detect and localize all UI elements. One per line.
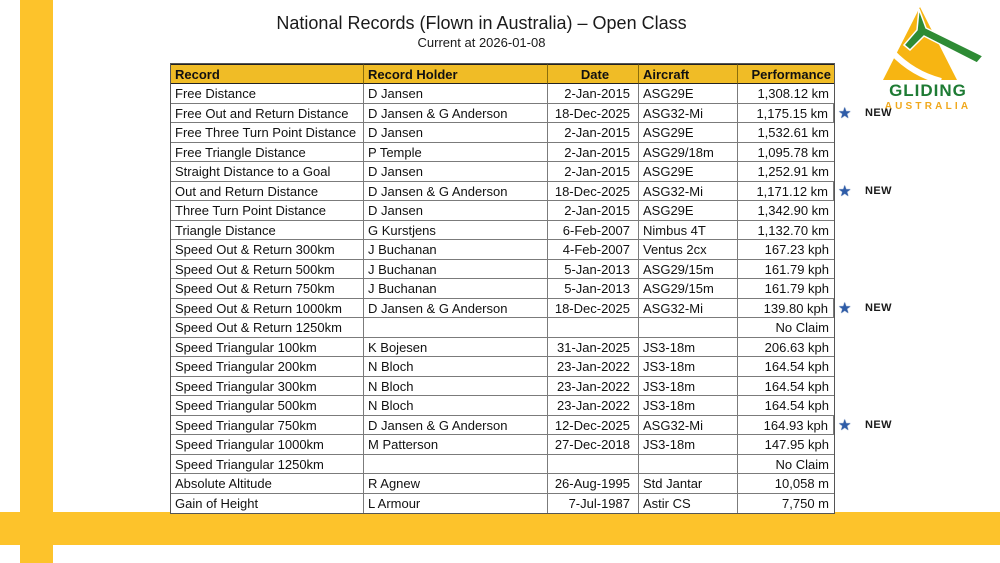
cell-date: 18-Dec-2025 xyxy=(548,182,639,202)
cell-date xyxy=(548,318,639,338)
table-row xyxy=(171,221,834,241)
cell-record: Speed Out & Return 1250km xyxy=(171,318,364,338)
table-row xyxy=(171,260,834,280)
cell-performance: 167.23 kph xyxy=(738,240,834,260)
cell-performance: 147.95 kph xyxy=(738,435,834,455)
logo-text-gliding: GLIDING xyxy=(889,81,967,100)
cell-aircraft: ASG32-Mi xyxy=(639,104,738,124)
new-record-badge: NEW xyxy=(865,301,892,314)
cell-performance: 1,342.90 km xyxy=(738,201,834,221)
cell-aircraft: ASG29E xyxy=(639,84,738,104)
cell-aircraft xyxy=(639,455,738,475)
cell-record: Speed Out & Return 750km xyxy=(171,279,364,299)
new-record-star-icon: ★ xyxy=(838,416,852,434)
cell-record: Free Three Turn Point Distance xyxy=(171,123,364,143)
cell-date: 7-Jul-1987 xyxy=(548,494,639,514)
cell-aircraft: ASG29E xyxy=(639,162,738,182)
new-record-star-icon: ★ xyxy=(838,104,852,122)
header-titles xyxy=(150,12,813,51)
column-header-performance: Performance xyxy=(738,64,834,84)
cell-record: Speed Triangular 1250km xyxy=(171,455,364,475)
cell-holder: J Buchanan xyxy=(364,260,548,280)
cell-performance: 7,750 m xyxy=(738,494,834,514)
cell-holder xyxy=(364,455,548,475)
cell-record: Speed Triangular 300km xyxy=(171,377,364,397)
column-header-date: Date xyxy=(548,64,639,84)
cell-holder: D Jansen & G Anderson xyxy=(364,299,548,319)
table-row xyxy=(171,123,834,143)
cell-aircraft: ASG32-Mi xyxy=(639,182,738,202)
cell-date: 2-Jan-2015 xyxy=(548,84,639,104)
cell-aircraft: Astir CS xyxy=(639,494,738,514)
cell-performance: 139.80 kph xyxy=(738,299,834,319)
table-row xyxy=(171,494,834,514)
cell-holder: R Agnew xyxy=(364,474,548,494)
cell-holder: D Jansen & G Anderson xyxy=(364,182,548,202)
cell-holder: N Bloch xyxy=(364,377,548,397)
table-row xyxy=(171,396,834,416)
cell-date xyxy=(548,455,639,475)
cell-performance: 206.63 kph xyxy=(738,338,834,358)
cell-record: Speed Out & Return 500km xyxy=(171,260,364,280)
cell-record: Out and Return Distance xyxy=(171,182,364,202)
cell-performance: 1,532.61 km xyxy=(738,123,834,143)
cell-aircraft: Ventus 2cx xyxy=(639,240,738,260)
cell-performance: 164.54 kph xyxy=(738,377,834,397)
cell-performance: 161.79 kph xyxy=(738,260,834,280)
table-row xyxy=(171,240,834,260)
table-row xyxy=(171,84,834,104)
cell-holder: N Bloch xyxy=(364,396,548,416)
table-header-row xyxy=(171,64,834,84)
table-body xyxy=(171,84,892,513)
cell-holder: D Jansen & G Anderson xyxy=(364,104,548,124)
table-row xyxy=(171,182,892,202)
cell-holder: P Temple xyxy=(364,143,548,163)
cell-performance: No Claim xyxy=(738,455,834,475)
page-title: National Records (Flown in Australia) – Open Class xyxy=(276,13,687,33)
column-header-record-holder: Record Holder xyxy=(364,64,548,84)
new-record-badge: NEW xyxy=(865,418,892,431)
cell-aircraft xyxy=(639,318,738,338)
cell-record: Three Turn Point Distance xyxy=(171,201,364,221)
cell-record: Speed Out & Return 1000km xyxy=(171,299,364,319)
table-row xyxy=(171,143,834,163)
cell-holder: K Bojesen xyxy=(364,338,548,358)
records-table xyxy=(170,63,892,514)
cell-date: 6-Feb-2007 xyxy=(548,221,639,241)
cell-date: 23-Jan-2022 xyxy=(548,377,639,397)
gliding-australia-logo-icon xyxy=(856,2,1000,84)
cell-performance: 1,095.78 km xyxy=(738,143,834,163)
cell-holder: G Kurstjens xyxy=(364,221,548,241)
column-header-aircraft: Aircraft xyxy=(639,64,738,84)
cell-performance: 164.93 kph xyxy=(738,416,834,436)
cell-aircraft: ASG29E xyxy=(639,123,738,143)
cell-holder: D Jansen xyxy=(364,123,548,143)
table-row xyxy=(171,474,834,494)
cell-aircraft: Std Jantar xyxy=(639,474,738,494)
cell-performance: 1,252.91 km xyxy=(738,162,834,182)
cell-aircraft: JS3-18m xyxy=(639,396,738,416)
cell-performance: 1,175.15 km xyxy=(738,104,834,124)
cell-record: Speed Triangular 750km xyxy=(171,416,364,436)
cell-date: 23-Jan-2022 xyxy=(548,396,639,416)
cell-performance: 164.54 kph xyxy=(738,396,834,416)
cell-record: Absolute Altitude xyxy=(171,474,364,494)
cell-date: 4-Feb-2007 xyxy=(548,240,639,260)
cell-date: 27-Dec-2018 xyxy=(548,435,639,455)
cell-aircraft: ASG29E xyxy=(639,201,738,221)
logo-text-australia: AUSTRALIA xyxy=(884,101,972,112)
cell-date: 5-Jan-2013 xyxy=(548,260,639,280)
column-header-record: Record xyxy=(171,64,364,84)
cell-date: 31-Jan-2025 xyxy=(548,338,639,358)
cell-aircraft: JS3-18m xyxy=(639,338,738,358)
cell-holder: J Buchanan xyxy=(364,240,548,260)
cell-record: Straight Distance to a Goal xyxy=(171,162,364,182)
yellow-vertical-bar xyxy=(20,0,53,563)
new-record-badge: NEW xyxy=(865,184,892,197)
cell-holder: D Jansen xyxy=(364,201,548,221)
cell-aircraft: JS3-18m xyxy=(639,435,738,455)
cell-performance: 161.79 kph xyxy=(738,279,834,299)
cell-performance: 1,132.70 km xyxy=(738,221,834,241)
cell-date: 18-Dec-2025 xyxy=(548,104,639,124)
cell-aircraft: JS3-18m xyxy=(639,377,738,397)
cell-record: Free Triangle Distance xyxy=(171,143,364,163)
table-row xyxy=(171,416,892,436)
cell-aircraft: ASG29/15m xyxy=(639,279,738,299)
cell-record: Speed Triangular 500km xyxy=(171,396,364,416)
cell-record: Speed Triangular 100km xyxy=(171,338,364,358)
table-row xyxy=(171,201,834,221)
gliding-australia-logo xyxy=(856,2,1000,112)
cell-record: Free Distance xyxy=(171,84,364,104)
new-record-badge: NEW xyxy=(865,106,892,119)
cell-date: 26-Aug-1995 xyxy=(548,474,639,494)
cell-aircraft: Nimbus 4T xyxy=(639,221,738,241)
cell-performance: 1,171.12 km xyxy=(738,182,834,202)
cell-holder xyxy=(364,318,548,338)
new-record-star-icon: ★ xyxy=(838,299,852,317)
page-subtitle: Current at 2026-01-08 xyxy=(417,35,546,50)
cell-performance: 10,058 m xyxy=(738,474,834,494)
cell-aircraft: JS3-18m xyxy=(639,357,738,377)
table-row xyxy=(171,435,834,455)
cell-performance: 164.54 kph xyxy=(738,357,834,377)
table-row xyxy=(171,162,834,182)
cell-record: Triangle Distance xyxy=(171,221,364,241)
cell-holder: D Jansen xyxy=(364,84,548,104)
cell-holder: J Buchanan xyxy=(364,279,548,299)
cell-date: 2-Jan-2015 xyxy=(548,201,639,221)
table-row xyxy=(171,338,834,358)
cell-record: Speed Out & Return 300km xyxy=(171,240,364,260)
table-row xyxy=(171,318,834,338)
cell-holder: D Jansen xyxy=(364,162,548,182)
table-row xyxy=(171,299,892,319)
yellow-horizontal-bar xyxy=(0,512,1000,545)
cell-date: 12-Dec-2025 xyxy=(548,416,639,436)
cell-aircraft: ASG32-Mi xyxy=(639,299,738,319)
cell-date: 23-Jan-2022 xyxy=(548,357,639,377)
cell-date: 2-Jan-2015 xyxy=(548,162,639,182)
cell-aircraft: ASG29/15m xyxy=(639,260,738,280)
cell-aircraft: ASG29/18m xyxy=(639,143,738,163)
cell-aircraft: ASG32-Mi xyxy=(639,416,738,436)
cell-holder: N Bloch xyxy=(364,357,548,377)
cell-record: Speed Triangular 1000km xyxy=(171,435,364,455)
table-row xyxy=(171,455,834,475)
table-row xyxy=(171,104,892,124)
table-row xyxy=(171,377,834,397)
cell-holder: L Armour xyxy=(364,494,548,514)
table-row xyxy=(171,357,834,377)
cell-date: 18-Dec-2025 xyxy=(548,299,639,319)
cell-record: Free Out and Return Distance xyxy=(171,104,364,124)
cell-record: Gain of Height xyxy=(171,494,364,514)
table-row xyxy=(171,279,834,299)
cell-record: Speed Triangular 200km xyxy=(171,357,364,377)
cell-date: 2-Jan-2015 xyxy=(548,123,639,143)
cell-holder: M Patterson xyxy=(364,435,548,455)
cell-date: 2-Jan-2015 xyxy=(548,143,639,163)
cell-performance: No Claim xyxy=(738,318,834,338)
cell-performance: 1,308.12 km xyxy=(738,84,834,104)
new-record-star-icon: ★ xyxy=(838,182,852,200)
cell-holder: D Jansen & G Anderson xyxy=(364,416,548,436)
cell-date: 5-Jan-2013 xyxy=(548,279,639,299)
